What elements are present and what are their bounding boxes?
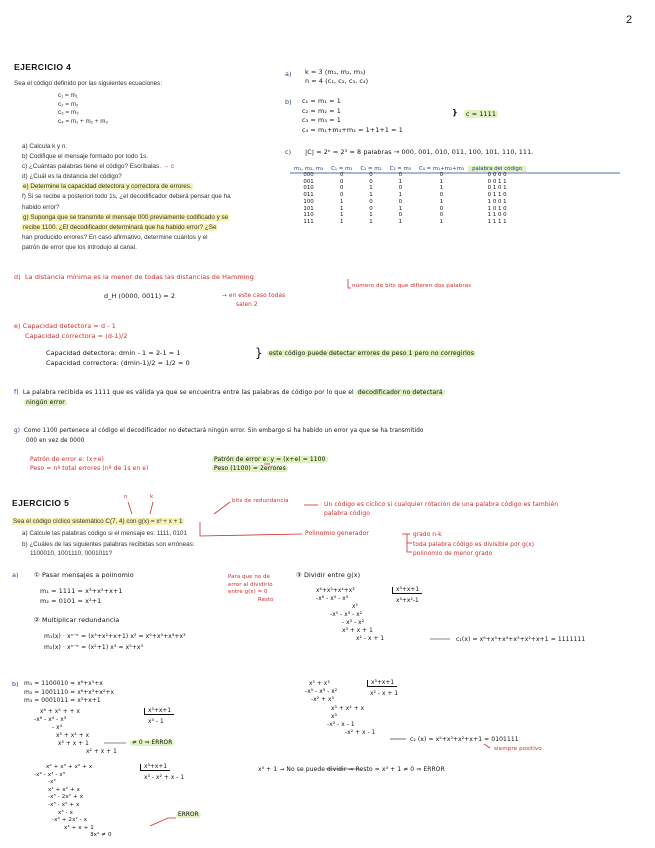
table-cell: 1 <box>398 178 403 185</box>
table-cell: 0 1 1 0 <box>487 192 507 199</box>
question: a) Calcula k y n. <box>22 143 68 150</box>
table-cell: 0 <box>340 172 344 178</box>
table-cell: 0 <box>439 192 444 199</box>
exercise-5-title: EJERCICIO 5 <box>12 498 70 508</box>
col-header: C₂ = m₂ <box>360 166 382 172</box>
answer-a-label: a) <box>285 70 292 78</box>
table-cell: 1 <box>340 205 344 212</box>
table-cell: 0 <box>340 185 344 192</box>
question: b) Codifique el mensaje formado por todo 1s. <box>22 153 149 161</box>
annotation-n: n <box>124 494 128 500</box>
table-cell: 1 0 1 0 <box>487 205 507 212</box>
col-header: m₁, m₂, m₃ <box>294 166 324 172</box>
division-4-divisor: x³+x+1 <box>140 764 170 771</box>
table-cell: 1 0 0 1 <box>487 198 507 205</box>
table-cell: 0 <box>369 198 373 205</box>
answer-e-note: este código puede detectar errores de peso 1 pero no corregirlos <box>269 350 475 357</box>
division-2: x⁵ + x³ -x⁵ - x³ - x² -x² + x³ x³ + x² + x x³ -x³ - x - 1 -x² + x - 1 <box>305 681 376 737</box>
answer-d-arrow: → en este caso todas salen 2 <box>222 293 286 308</box>
division-2-divisor: x³+x+1 <box>367 680 397 687</box>
division-2-quotient: x² - x + 1 <box>370 691 399 697</box>
ex5-multiplications: m₁(x) · xⁿ⁻ᵏ = (x³+x²+x+1) x³ = x⁶+x⁵+x⁴+x³ m₂(x) · xⁿ⁻ᵏ = (x²+1) x³ = x⁵+x³ <box>44 633 186 651</box>
answer-b-brace: } <box>452 108 458 117</box>
answer-e-calcs: Capacidad detectora: dmin - 1 = 2-1 = 1 Capacidad correctora: (dmin-1)/2 = 1/2 = 0 <box>46 349 190 367</box>
question: e) Determine la capacidad detectora y correctora de errores. <box>23 183 192 191</box>
answer-f: f) La palabra recibida es 1111 que es válida ya que se encuentra entre las palabras de código por lo que el decodificador no detectará ningún error <box>14 389 443 406</box>
division-3-quotient: x³ - 1 <box>148 719 164 725</box>
answer-d-formula: d_H (0000, 0011) = 2 <box>104 292 176 300</box>
answer-g-left: Patrón de error e: (x+e) Peso = nº total errores (nº de 1s en e) <box>30 456 149 472</box>
ex5-step-3: ③ Dividir entre g(x) <box>296 571 361 579</box>
division-3-result: ≠ 0 ⇒ ERROR <box>132 740 173 746</box>
answer-g-right: Patrón de error e: y = (x+e) = 1100 Peso (1100) = 2errores <box>214 456 326 472</box>
table-cell: 0 1 0 1 <box>487 185 507 192</box>
table-cell: 0 <box>398 198 403 205</box>
table-cell: 101 <box>303 205 314 212</box>
answer-b-label: b) <box>285 98 292 106</box>
table-cell: 0 <box>439 212 444 219</box>
question: g) Suponga que se transmite el mensaje 000 previamente codificado y se <box>23 213 229 221</box>
table-cell: 1 <box>439 198 444 205</box>
annotation-cyclic: Un código es cíclico si cualquier rotación de una palabra código es también palabra código <box>324 501 559 517</box>
col-header: C₁ = m₁ <box>331 166 353 172</box>
equation: c₂ = m₂ <box>58 100 79 108</box>
table-cell: 0 <box>369 205 373 212</box>
codeword-2: c₂ (x) = x⁵+x³+x²+x+1 = 0101111 <box>410 736 519 743</box>
col-header: C₄ = m₁+m₂+m₃ <box>418 166 465 172</box>
question: recibe 1100. ¿El decodificador determinará que ha habido error? ¿Se <box>23 223 217 231</box>
division-4-quotient: x³ - x² + x - 1 <box>144 775 185 781</box>
table-cell: 001 <box>303 178 314 185</box>
annotation-redundancy: bits de redundancia <box>232 498 289 504</box>
table-cell: 1 <box>369 212 373 219</box>
division-3-divisor: x³+x+1 <box>144 708 174 715</box>
col-header: C₃ = m₃ <box>389 166 411 172</box>
table-cell: 0 <box>439 172 444 178</box>
received-word-3-result: x³ + 1 → No se puede dividir ⇒ Resto = x³ + 1 ≠ 0 ⇒ ERROR <box>258 766 445 773</box>
table-cell: 0 <box>398 212 403 219</box>
table-cell: 111 <box>303 218 314 225</box>
question: patrón de error que los introdujo al canal. <box>22 243 137 251</box>
table-cell: 110 <box>303 212 314 219</box>
exercise-5-question-b: b) ¿Cuáles de las siguientes palabras recibidas son erróneas: 1100010, 1001110, 0001011? <box>22 541 195 557</box>
annotation-k: k <box>150 494 154 500</box>
table-cell: 1 <box>340 212 344 219</box>
table-cell: 0 <box>340 178 344 185</box>
ex5-step-2: ② Multiplicar redundancia <box>34 616 120 624</box>
division-1-divisor: x³+x+1 <box>392 587 422 594</box>
table-cell: 1 <box>398 218 403 225</box>
table-cell: 0 <box>398 185 403 192</box>
answer-d-note: número de bits que difieren dos palabras <box>352 283 472 289</box>
exercise-4-title: EJERCICIO 4 <box>14 62 72 72</box>
annotation-generator: Polinomio generador <box>305 530 369 537</box>
annotation-generator-props: grado n-k toda palabra código es divisible por g(x) polinomio de menor grado <box>413 532 535 557</box>
table-cell: 011 <box>303 192 314 199</box>
table-cell: 000 <box>303 172 314 178</box>
ex5-messages: m₁ = 1111 = x³+x²+x+1 m₂ = 0101 = x²+1 <box>40 587 123 605</box>
answer-b: c₁ = m₁ = 1 c₂ = m₂ = 1 c₃ = m₃ = 1 c₄ = m₁+m₃+m₂ = 1+1+1 = 1 <box>302 97 403 134</box>
answer-e-brace: } <box>255 346 263 360</box>
table-cell: 1 1 1 1 <box>487 218 507 225</box>
division-4-result: ERROR <box>178 812 199 818</box>
table-cell: 1 <box>398 192 403 199</box>
table-cell: 1 <box>439 185 444 192</box>
question: han producido errores? En caso afirmativo, determine cuántos y el <box>22 233 208 241</box>
equation: c₁ = m₁ <box>58 92 78 99</box>
ex5-note: Para que no de error al dividirlo entre g(x) = 0 Resto <box>228 574 274 603</box>
c-arrow-note: → c <box>162 163 174 171</box>
answer-b-result: c = 1111 <box>466 110 496 118</box>
exercise-4-intro: Sea el código definido por las siguientes ecuaciones: <box>14 80 163 87</box>
exercise-5-intro: Sea el código cíclico sistemático C(7, 4) con g(x) = x³ + x + 1 <box>13 518 183 525</box>
answer-g: g) Como 1100 pertenece al código el decodificador no detectará ningún error. Sin embargo si ha habido un error ya que se ha transmitido 000 en vez de 0000 <box>14 428 424 444</box>
ex5-step-1: ① Pasar mensajes a polinomio <box>34 571 134 579</box>
table-cell: 1 <box>398 205 403 212</box>
table-cell: 0 <box>398 172 403 178</box>
answer-c: |C| = 2ᵏ = 2³ = 8 palabras → 000, 001, 010, 011, 100, 101, 110, 111. <box>305 148 534 156</box>
division-3: x⁶ + x⁵ + + x -x⁶ - x⁴ - x³ - x⁴ x³ + x² + x x³ + x + 1 x² + x + 1 <box>34 709 117 755</box>
table-cell: 0 <box>340 192 344 199</box>
table-cell: 0 <box>369 178 373 185</box>
question: f) Si se recibe a posteriori todo 1s, ¿el decodificador deberá pensar que ha <box>22 193 231 201</box>
page-number: 2 <box>626 14 633 26</box>
exercise-5-question-a: a) Calcule las palabras código si el mensaje es: 1111, 0101 <box>22 530 187 537</box>
division-1: x⁶+x⁵+x⁴+x³ -x⁶ - x⁴ - x³ x⁵ -x⁵ - x³ - x² - x³ - x² x³ + x + 1 x² - x + 1 <box>316 588 385 642</box>
division-4: x⁶ + x³ + x² + x -x⁶ - x⁴ - x³ -x⁴ x⁴ + x² + x -x³ - 2x² + x -x³ - x² + x x³ - x -x³ + 2x² - x x³ + x + 1 3x² ≠ 0 <box>34 764 112 839</box>
ex5-a-label: a) <box>12 571 19 579</box>
table-cell: 1 <box>439 178 444 185</box>
table-cell: 0 0 1 1 <box>487 178 507 185</box>
answer-a: k = 3 (m₁, m₂, m₃) n = 4 (c₁, c₂, c₃, c₄) <box>305 68 369 85</box>
division-1-quotient: x³+x²-1 <box>396 598 419 604</box>
table-cell: 1 <box>369 185 373 192</box>
table-cell: 0 <box>369 172 373 178</box>
table-cell: 1 <box>439 218 444 225</box>
table-cell: 1 <box>369 218 373 225</box>
question: habido error? <box>22 203 60 211</box>
ex5-received-words: m₁ = 1100010 = x⁶+x⁵+x m₂ = 1001110 = x⁶+x³+x²+x m₃ = 0001011 = x³+x+1 <box>24 681 115 704</box>
table-cell: 1 <box>340 218 344 225</box>
codeword-2-note: siempre positivo <box>494 746 542 752</box>
table-cell: 1 <box>340 198 344 205</box>
question: d) ¿Cuál es la distancia del código? <box>22 173 122 181</box>
codeword-1: c₁(x) = x⁶+x⁵+x⁴+x³+x²+x+1 = 1111111 <box>456 636 586 643</box>
equation: c₃ = m₃ <box>58 109 79 116</box>
table-cell: 1 1 0 0 <box>487 212 507 219</box>
table-cell: 1 <box>369 192 373 199</box>
ex5-b-label: b) <box>12 680 19 688</box>
table-cell: 0 0 0 0 <box>487 172 507 178</box>
col-header: palabra del código <box>468 166 526 172</box>
answer-e: e) Capacidad detectora = d - 1 Capacidad correctora = (d-1)/2 <box>14 322 128 340</box>
question: c) ¿Cuántas palabras tiene el código? Escríbalas. → c <box>22 163 174 171</box>
answer-c-label: c) <box>285 148 292 156</box>
table-cell: 100 <box>303 198 314 205</box>
answer-d: d) La distancia mínima es la menor de todas las distancias de Hamming <box>14 273 254 281</box>
equation: c₄ = m₁ + m₂ + m₃ <box>58 117 109 125</box>
table-cell: 0 <box>439 205 444 212</box>
table-cell: 010 <box>303 185 314 192</box>
